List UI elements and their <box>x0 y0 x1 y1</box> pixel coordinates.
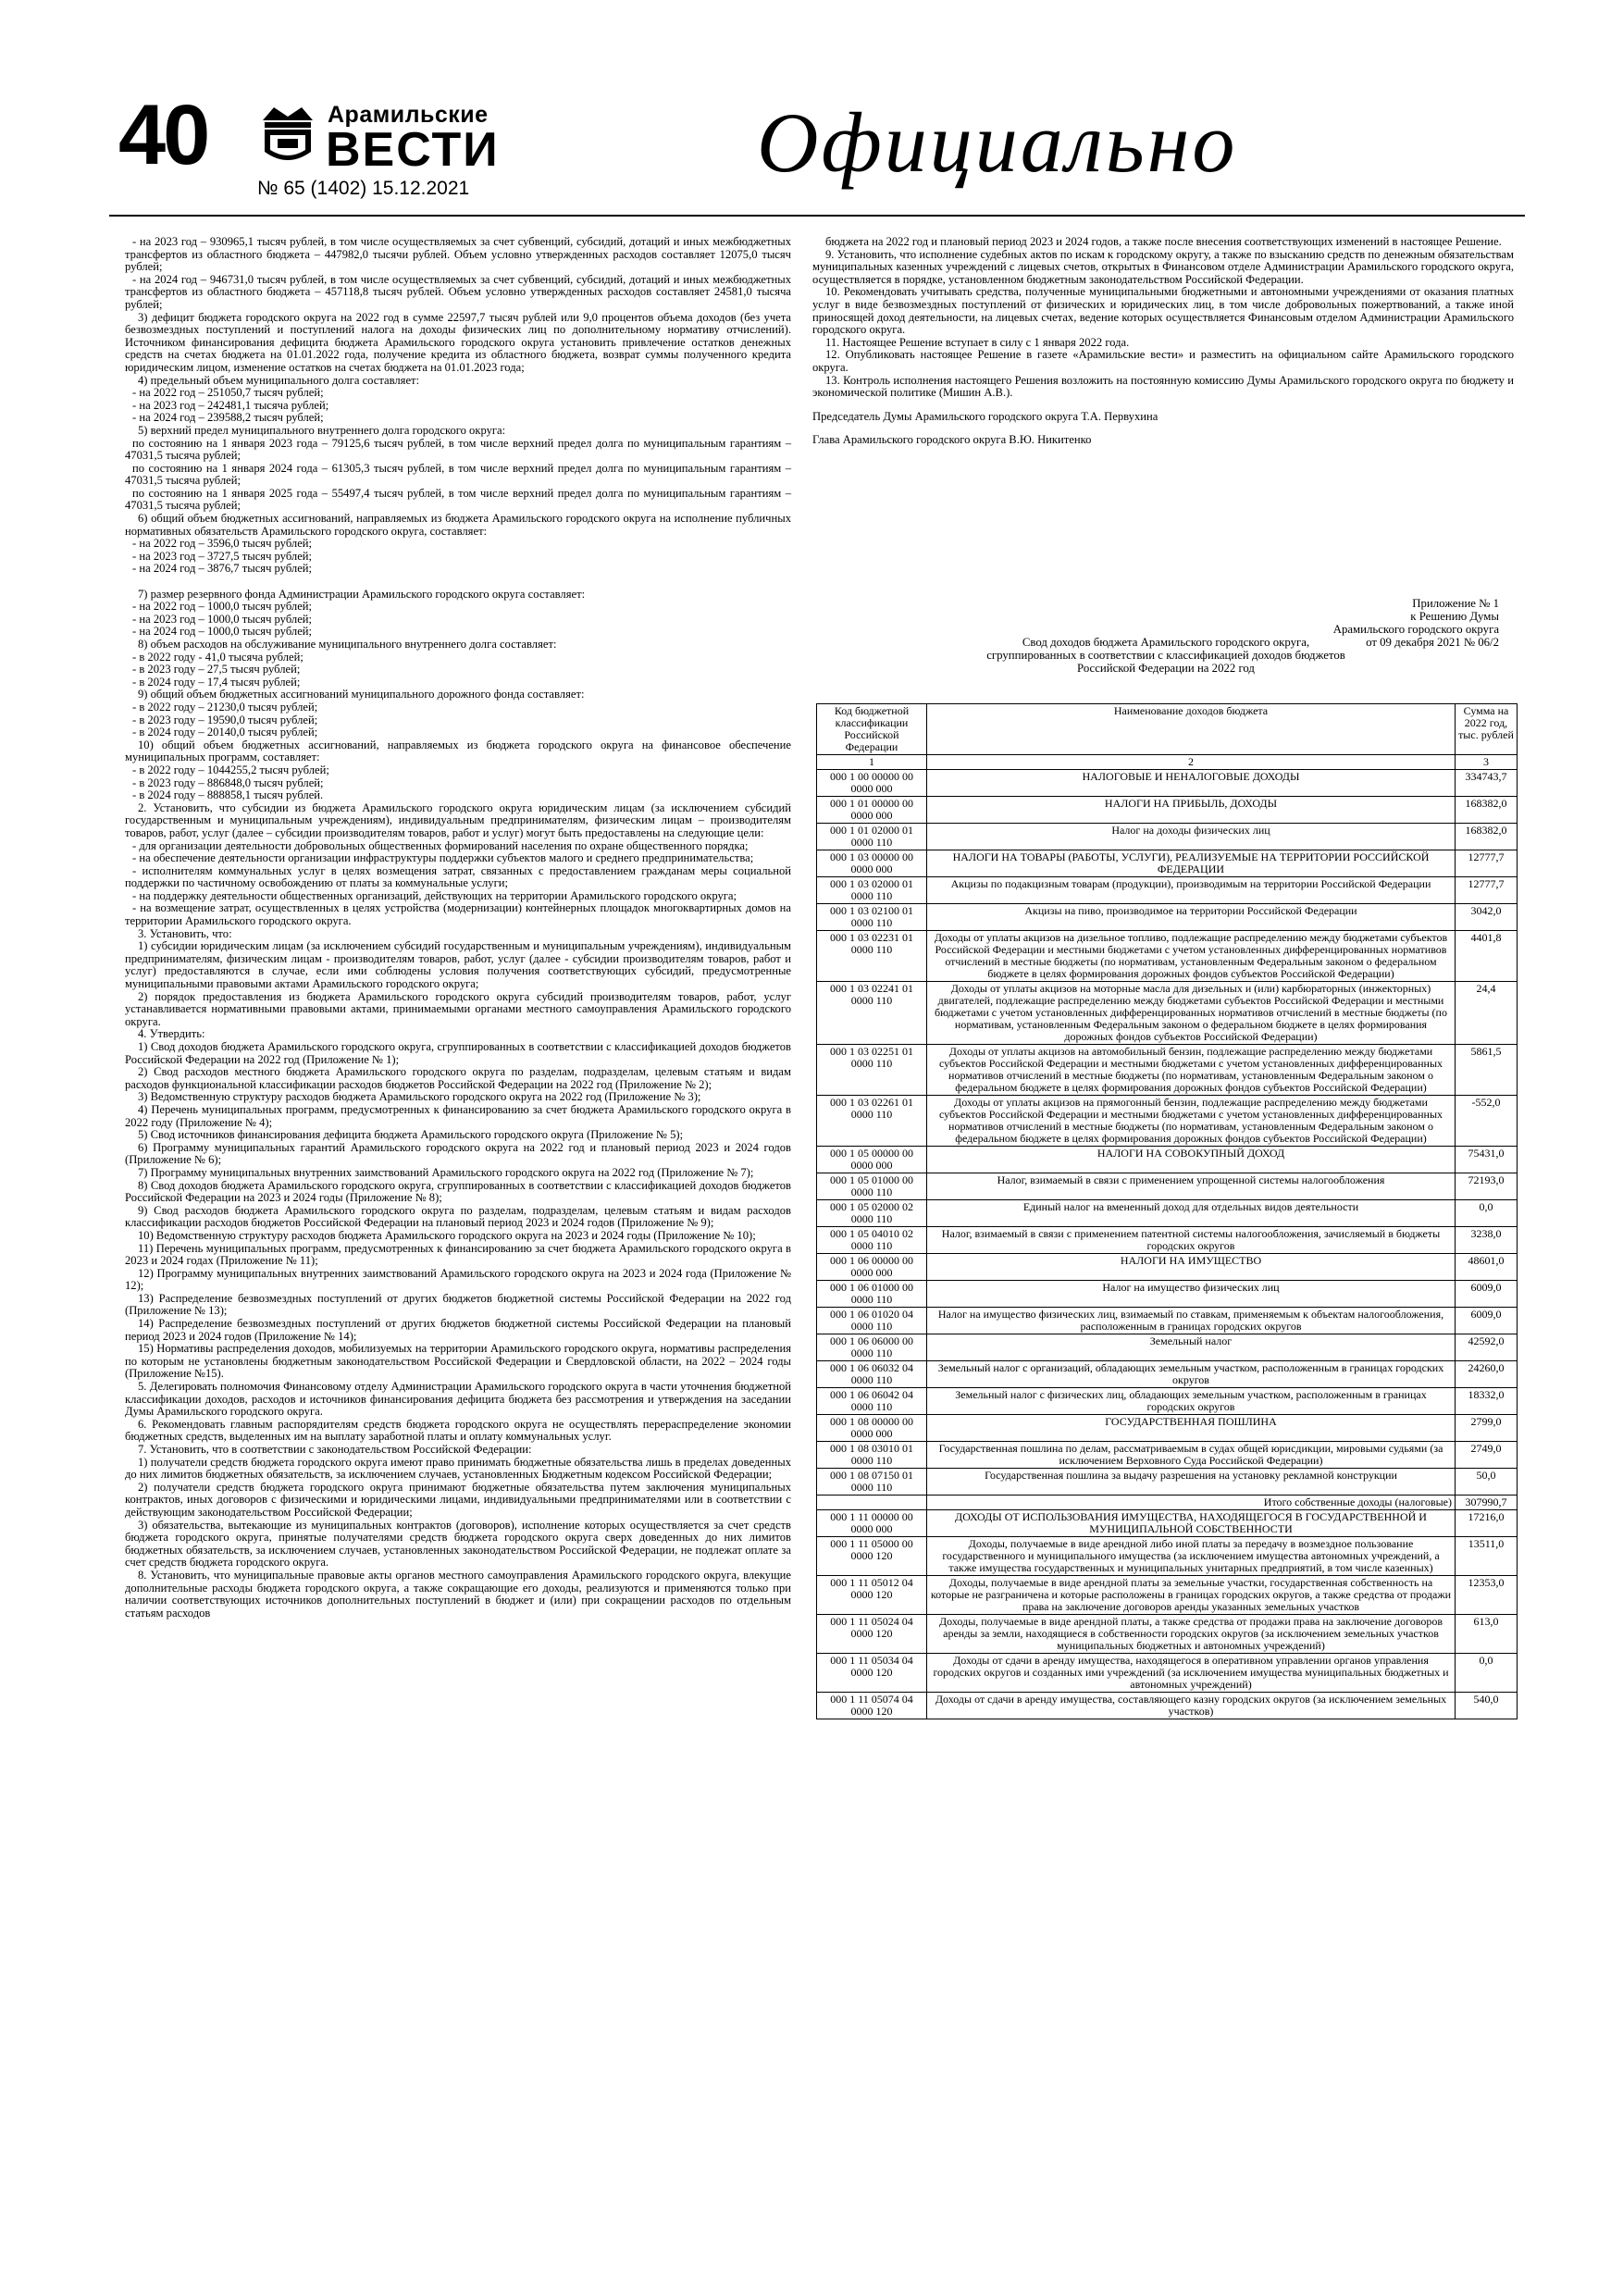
row-amount: 12777,7 <box>1456 850 1518 877</box>
row-code: 000 1 11 00000 00 0000 000 <box>817 1510 927 1537</box>
body-paragraph: - на 2023 год – 1000,0 тысяч рублей; <box>132 612 313 626</box>
row-name: Земельный налог <box>927 1334 1456 1361</box>
appendix-header: Приложение № 1 к Решению Думы Арамильского городского округа от 09 декабря 2021 № 06/2 <box>1332 597 1499 649</box>
row-code: 000 1 00 00000 00 0000 000 <box>817 770 927 797</box>
row-code: 000 1 03 02231 01 0000 110 <box>817 931 927 982</box>
table-row <box>817 1510 1518 1537</box>
row-amount: 18332,0 <box>1456 1388 1518 1415</box>
row-amount: 2749,0 <box>1456 1442 1518 1469</box>
row-code: 000 1 03 02100 01 0000 110 <box>817 904 927 931</box>
row-amount: 540,0 <box>1456 1693 1518 1719</box>
body-paragraph: - на обеспечение деятельности организации инфраструктуры поддержки субъектов малого и среднего предпринимательства; <box>132 851 754 865</box>
body-paragraph: - на 2024 год – 1000,0 тысяч рублей; <box>132 625 313 639</box>
table-body <box>817 770 1518 1719</box>
left-column-text <box>125 236 791 1620</box>
row-name: НАЛОГИ НА СОВОКУПНЫЙ ДОХОД <box>927 1147 1456 1173</box>
body-paragraph: 6) Программу муниципальных гарантий Арамильского городского округа на 2022 год и плановый период 2023 и 2024 годов (Приложение № 6); <box>125 1140 791 1167</box>
table-row <box>817 1147 1518 1173</box>
body-paragraph: 10) общий объем бюджетных ассигнований, направляемых из бюджета городского округа на финансовое обеспечение муниципальных программ, составляет: <box>125 738 791 764</box>
row-name: Доходы от сдачи в аренду имущества, составляющего казну городских округов (за исключением земельных участков) <box>927 1693 1456 1719</box>
table-row <box>817 1254 1518 1281</box>
row-name: Доходы от уплаты акцизов на автомобильный бензин, подлежащие распределению между бюджетами субъектов Российской Федерации и местными бюджетами с учетом установленных дифференцированных нормативов отчислений в местные бюджеты (по нормативам, установленным Федеральным законом о федеральном бюджете в целях формирования дорожных фондов субъектов Российской Федерации) <box>927 1045 1456 1096</box>
row-amount: 48601,0 <box>1456 1254 1518 1281</box>
body-paragraph: 9. Установить, что исполнение судебных актов по искам к городскому округу, а также по взысканию средств по денежным обязательствам муниципальных казенных учреждений с лицевых счетов, открытых в Финансовом отделе Администрации Арамильского городского округа, осуществляется в порядке, установленном бюджетным законодательством Российской Федерации. <box>812 247 1514 286</box>
row-name: Налог на доходы физических лиц <box>927 824 1456 850</box>
table-row <box>817 1469 1518 1496</box>
table-row <box>817 1615 1518 1654</box>
body-paragraph: - на 2024 год – 239588,2 тысяч рублей; <box>132 411 324 425</box>
row-amount: 3042,0 <box>1456 904 1518 931</box>
row-name: НАЛОГИ НА ПРИБЫЛЬ, ДОХОДЫ <box>927 797 1456 824</box>
body-paragraph: 12. Опубликовать настоящее Решение в газете «Арамильские вести» и разместить на официальном сайте Арамильского городского округа. <box>812 348 1514 374</box>
body-paragraph: по состоянию на 1 января 2025 года – 55497,4 тысяч рублей, в том числе верхний предел долга по муниципальным гарантиям – 47031,5 тысяча рублей; <box>125 486 791 513</box>
body-paragraph: 10) Ведомственную структуру расходов бюджета Арамильского городского округа на 2023 и 2024 годы (Приложение № 10); <box>138 1228 756 1242</box>
row-amount: 75431,0 <box>1456 1147 1518 1173</box>
row-amount: 0,0 <box>1456 1200 1518 1227</box>
row-code: 000 1 03 02241 01 0000 110 <box>817 982 927 1045</box>
row-amount: 0,0 <box>1456 1654 1518 1693</box>
row-amount: 334743,7 <box>1456 770 1518 797</box>
body-paragraph: - на 2024 год – 3876,7 тысяч рублей; <box>132 562 313 576</box>
body-paragraph: по состоянию на 1 января 2024 года – 61305,3 тысяч рублей, в том числе верхний предел долга по муниципальным гарантиям – 47031,5 тысяча рублей; <box>125 461 791 488</box>
body-paragraph: 8) объем расходов на обслуживание муниципального внутреннего долга составляет: <box>138 638 557 651</box>
body-paragraph: 2) порядок предоставления из бюджета Арамильского городского округа субсидий производителям товаров, работ, услуг устанавливается нормативными правовыми актами, принимаемыми органами местного самоуправления Арамильского городского округа. <box>125 989 791 1028</box>
body-paragraph: 3) дефицит бюджета городского округа на 2022 год в сумме 22597,7 тысяч рублей или 9,0 процентов объема доходов (без учета безвозмездных поступлений и поступлений налога на доходы физических лиц по дополнительному нормативу отчислений). Источником финансирования дефицита бюджета Арамильского городского округа установить привлечение остатков денежных средств на счетах бюджета на 01.01.2022 года, получение кредита из областного бюджета, возврат суммы полученного кредита юридическим лицом, изменение остатков на счетах бюджета на 01.01.2023 года; <box>125 310 791 374</box>
row-code: 000 1 01 02000 01 0000 110 <box>817 824 927 850</box>
row-code: 000 1 06 00000 00 0000 000 <box>817 1254 927 1281</box>
row-name: Итого собственные доходы (налоговые) <box>927 1496 1456 1510</box>
row-amount: 168382,0 <box>1456 824 1518 850</box>
row-name: Налог на имущество физических лиц <box>927 1281 1456 1308</box>
body-paragraph: - в 2022 году – 21230,0 тысяч рублей; <box>132 700 318 714</box>
page-number: 40 <box>118 88 208 182</box>
row-name: Земельный налог с физических лиц, обладающих земельным участком, расположенным в границах городских округов <box>927 1388 1456 1415</box>
column-number: 2 <box>927 755 1456 770</box>
row-code: 000 1 03 02251 01 0000 110 <box>817 1045 927 1096</box>
row-code: 000 1 03 00000 00 0000 000 <box>817 850 927 877</box>
row-name: НАЛОГИ НА ИМУЩЕСТВО <box>927 1254 1456 1281</box>
column-header-amount: Сумма на 2022 год, тыс. рублей <box>1456 704 1518 755</box>
table-row <box>817 1227 1518 1254</box>
body-paragraph: - на 2023 год – 3727,5 тысяч рублей; <box>132 549 313 563</box>
row-name: Акцизы по подакцизным товарам (продукции), производимым на территории Российской Федерации <box>927 877 1456 904</box>
body-paragraph: 11. Настоящее Решение вступает в силу с 1 января 2022 года. <box>825 335 1130 349</box>
body-paragraph: 4) предельный объем муниципального долга составляет: <box>138 373 420 387</box>
row-amount: 50,0 <box>1456 1469 1518 1496</box>
table-row <box>817 850 1518 877</box>
body-paragraph: - в 2023 году – 886848,0 тысяч рублей; <box>132 776 324 789</box>
body-paragraph: 13) Распределение безвозмездных поступлений от других бюджетов бюджетной системы Российской Федерации на 2022 год (Приложение № 13); <box>125 1291 791 1318</box>
row-amount: 72193,0 <box>1456 1173 1518 1200</box>
table-row <box>817 1654 1518 1693</box>
body-paragraph: 13. Контроль исполнения настоящего Решения возложить на постоянную комиссию Думы Арамильского городского округа по бюджету и экономической политике (Мишин А.В.). <box>812 373 1514 400</box>
row-name: Налог, взимаемый в связи с применением упрощенной системы налогообложения <box>927 1173 1456 1200</box>
table-row <box>817 1442 1518 1469</box>
row-code: 000 1 08 00000 00 0000 000 <box>817 1415 927 1442</box>
row-amount: 17216,0 <box>1456 1510 1518 1537</box>
table-row <box>817 1173 1518 1200</box>
row-amount: 6009,0 <box>1456 1308 1518 1334</box>
table-row <box>817 982 1518 1045</box>
body-paragraph: - на 2023 год – 242481,1 тысяча рублей; <box>132 398 329 412</box>
body-paragraph: - на возмещение затрат, осуществленных в целях устройства (модернизации) контейнерных площадок многоквартирных домов на территории Арамильского городского округа. <box>125 901 791 928</box>
revenue-table <box>816 703 1518 1719</box>
row-code: 000 1 11 05012 04 0000 120 <box>817 1576 927 1615</box>
row-name: Доходы от уплаты акцизов на моторные масла для дизельных и (или) карбюраторных (инжекторных) двигателей, подлежащие распределению между бюджетами субъектов Российской Федерации и местными бюджетами с учетом установленных дифференцированных нормативов отчислений в местные бюджеты (по нормативам, установленным Федеральным законом о федеральном бюджете в целях формирования дорожных фондов субъектов Российской Федерации) <box>927 982 1456 1045</box>
row-code: 000 1 11 05024 04 0000 120 <box>817 1615 927 1654</box>
row-name: Налог на имущество физических лиц, взимаемый по ставкам, применяемым к объектам налогообложения, расположенным в границах городских округов <box>927 1308 1456 1334</box>
body-paragraph: 5) Свод источников финансирования дефицита бюджета Арамильского городского округа (Приложение № 5); <box>138 1128 684 1142</box>
row-code: 000 1 11 05034 04 0000 120 <box>817 1654 927 1693</box>
row-code: 000 1 03 02000 01 0000 110 <box>817 877 927 904</box>
body-paragraph: - на 2022 год – 3596,0 тысяч рублей; <box>132 537 313 551</box>
table-row <box>817 1388 1518 1415</box>
row-name: Доходы от уплаты акцизов на дизельное топливо, подлежащие распределению между бюджетами субъектов Российской Федерации и местными бюджетами с учетом установленных дифференцированных нормативов отчислений в местные бюджеты (по нормативам, установленным Федеральным законом о федеральном бюджете в целях формирования дорожных фондов субъектов Российской Федерации) <box>927 931 1456 982</box>
body-paragraph: 11) Перечень муниципальных программ, предусмотренных к финансированию за счет бюджета Арамильского городского округа в 2023 и 2024 годах (Приложение № 11); <box>125 1241 791 1268</box>
body-paragraph: 7. Установить, что в соответствии с законодательством Российской Федерации: <box>138 1443 532 1456</box>
row-name: Государственная пошлина за выдачу разрешения на установку рекламной конструкции <box>927 1469 1456 1496</box>
table-row <box>817 904 1518 931</box>
row-name: Доходы от уплаты акцизов на прямогонный бензин, подлежащие распределению между бюджетами субъектов Российской Федерации и местными бюджетами с учетом установленных дифференцированных нормативов отчислений в местные бюджеты (по нормативам, установленным Федеральным законом о федеральном бюджете в целях формирования дорожных фондов субъектов Российской Федерации) <box>927 1096 1456 1147</box>
body-paragraph: - на 2024 год – 946731,0 тысяч рублей, в том числе осуществляемых за счет субвенций, субсидий, дотаций и иных межбюджетных трансфертов из областного бюджета – 457118,8 тысяч рублей. Объем условно утвержденных расходов составляет 24581,0 тысяча рублей; <box>125 272 791 311</box>
row-amount: 168382,0 <box>1456 797 1518 824</box>
body-paragraph: 1) получатели средств бюджета городского округа имеют право принимать бюджетные обязательства лишь в пределах доведенных до них лимитов бюджетных обязательств, за исключением случаев, установленных Бюджетным кодексом Российской Федерации; <box>125 1455 791 1482</box>
table-row <box>817 931 1518 982</box>
table-row <box>817 1308 1518 1334</box>
table-row <box>817 1576 1518 1615</box>
row-code: 000 1 06 06000 00 0000 110 <box>817 1334 927 1361</box>
body-paragraph: 3) Ведомственную структуру расходов бюджета Арамильского городского округа на 2022 год (Приложение № 3); <box>138 1090 701 1104</box>
row-name: Государственная пошлина по делам, рассматриваемым в судах общей юрисдикции, мировыми судьями (за исключением Верховного Суда Российской Федерации) <box>927 1442 1456 1469</box>
table-row <box>817 1200 1518 1227</box>
table-row <box>817 1045 1518 1096</box>
table-row <box>817 824 1518 850</box>
section-title: Официально <box>757 95 1238 190</box>
row-amount: 3238,0 <box>1456 1227 1518 1254</box>
row-amount: 12777,7 <box>1456 877 1518 904</box>
row-code: 000 1 06 06042 04 0000 110 <box>817 1388 927 1415</box>
table-title: Свод доходов бюджета Арамильского городского округа, сгруппированных в соответствии с классификацией доходов бюджетов Российской Федерации на 2022 год <box>986 636 1345 675</box>
table-header-row <box>817 704 1518 755</box>
table-row <box>817 1334 1518 1361</box>
body-paragraph: 3) обязательства, вытекающие из муниципальных контрактов (договоров), исполнение которых осуществляется за счет средств бюджета городского округа, принятые получателями средств бюджета городского округа сверх доведенных до них лимитов бюджетных обязательств, за исключением случаев, установленных законодательством Российской Федерации, не подлежат оплате за счет средств бюджета городского округа. <box>125 1518 791 1570</box>
row-amount: 5861,5 <box>1456 1045 1518 1096</box>
body-paragraph: 7) размер резервного фонда Администрации Арамильского городского округа составляет: <box>138 587 586 601</box>
body-paragraph: 8) Свод доходов бюджета Арамильского городского округа, сгруппированных в соответствии с классификацией доходов бюджетов Российской Федерации на 2023 и 2024 годы (Приложение № 8); <box>125 1178 791 1205</box>
right-column-text <box>812 236 1514 447</box>
row-code: 000 1 11 05074 04 0000 120 <box>817 1693 927 1719</box>
body-paragraph: - в 2024 году – 20140,0 тысяч рублей; <box>132 726 318 739</box>
row-name: Доходы, получаемые в виде арендной платы за земельные участки, государственная собственность на которые не разграничена и которые расположены в границах городских округов, а также средства от продажи права на заключение договоров аренды указанных земельных участков <box>927 1576 1456 1615</box>
row-code <box>817 1496 927 1510</box>
body-paragraph: 9) общий объем бюджетных ассигнований муниципального дорожного фонда составляет: <box>138 688 585 701</box>
body-paragraph: - на 2023 год – 930965,1 тысяч рублей, в том числе осуществляемых за счет субвенций, субсидий, дотаций и иных межбюджетных трансфертов из областного бюджета – 447982,0 тысячи рублей. Объем условно утвержденных расходов составляет 12075,0 тысяч рублей; <box>125 235 791 274</box>
table-row <box>817 1693 1518 1719</box>
table-row <box>817 770 1518 797</box>
brand-subtitle: Арамильские <box>328 102 489 128</box>
brand-title: ВЕСТИ <box>326 123 500 177</box>
row-amount: 6009,0 <box>1456 1281 1518 1308</box>
body-paragraph: 2) Свод расходов местного бюджета Арамильского городского округа по разделам, подразделам, целевым статьям и видам расходов функциональной классификации расходов бюджетов Российской Федерации на 2022 год (Приложение № 2); <box>125 1065 791 1091</box>
row-name: Земельный налог с организаций, обладающих земельным участком, расположенным в границах городских округов <box>927 1361 1456 1388</box>
table-row <box>817 797 1518 824</box>
row-name: Единый налог на вмененный доход для отдельных видов деятельности <box>927 1200 1456 1227</box>
body-paragraph: 4) Перечень муниципальных программ, предусмотренных к финансированию за счет бюджета Арамильского городского округа в 2022 году (Приложение № 4); <box>125 1102 791 1129</box>
body-paragraph: - в 2022 году – 1044255,2 тысяч рублей; <box>132 763 329 776</box>
table-row <box>817 1415 1518 1442</box>
row-amount: 12353,0 <box>1456 1576 1518 1615</box>
row-code: 000 1 05 02000 02 0000 110 <box>817 1200 927 1227</box>
row-name: ДОХОДЫ ОТ ИСПОЛЬЗОВАНИЯ ИМУЩЕСТВА, НАХОДЯЩЕГОСЯ В ГОСУДАРСТВЕННОЙ И МУНИЦИПАЛЬНОЙ СОБСТВЕННОСТИ <box>927 1510 1456 1537</box>
issue-info: № 65 (1402) 15.12.2021 <box>257 178 470 199</box>
row-name: Акцизы на пиво, производимое на территории Российской Федерации <box>927 904 1456 931</box>
row-name: Доходы от сдачи в аренду имущества, находящегося в оперативном управлении органов управления городских округов и созданных ими учреждений (за исключением имущества муниципальных бюджетных и автономных учреждений) <box>927 1654 1456 1693</box>
body-paragraph: - в 2022 году - 41,0 тысяча рублей; <box>132 650 304 664</box>
body-paragraph <box>125 576 791 589</box>
column-header-code: Код бюджетной классификации Российской Федерации <box>817 704 927 755</box>
row-amount: -552,0 <box>1456 1096 1518 1147</box>
body-paragraph: 5) верхний предел муниципального внутреннего долга городского округа: <box>138 423 506 437</box>
row-name: Доходы, получаемые в виде арендной платы, а также средства от продажи права на заключение договоров аренды за земли, находящиеся в собственности городских округов (за исключением земельных участков муниципальных бюджетных и автономных учреждений) <box>927 1615 1456 1654</box>
body-paragraph: - на 2022 год – 1000,0 тысяч рублей; <box>132 600 313 614</box>
table-row <box>817 1496 1518 1510</box>
row-name: Налог, взимаемый в связи с применением патентной системы налогообложения, зачисляемый в бюджеты городских округов <box>927 1227 1456 1254</box>
right-column-paragraphs <box>812 236 1514 400</box>
column-number-row <box>817 755 1518 770</box>
signature-chair: Председатель Думы Арамильского городского округа Т.А. Первухина <box>812 409 1158 423</box>
table-row <box>817 1361 1518 1388</box>
body-paragraph: 1) Свод доходов бюджета Арамильского городского округа, сгруппированных в соответствии с классификацией доходов бюджетов Российской Федерации на 2022 год (Приложение № 1); <box>125 1040 791 1066</box>
row-name: НАЛОГИ НА ТОВАРЫ (РАБОТЫ, УСЛУГИ), РЕАЛИЗУЕМЫЕ НА ТЕРРИТОРИИ РОССИЙСКОЙ ФЕДЕРАЦИИ <box>927 850 1456 877</box>
row-name: Доходы, получаемые в виде арендной либо иной платы за передачу в возмездное пользование государственного и муниципального имущества (за исключением имущества автономных учреждений, а также имущества государственных и муниципальных унитарных предприятий, в том числе казенных) <box>927 1537 1456 1576</box>
row-code: 000 1 06 06032 04 0000 110 <box>817 1361 927 1388</box>
body-paragraph: - в 2023 году – 19590,0 тысяч рублей; <box>132 713 318 726</box>
body-paragraph: - на поддержку деятельности общественных организаций, действующих на территории Арамильского городского округа; <box>132 888 737 902</box>
table-row <box>817 877 1518 904</box>
row-name: ГОСУДАРСТВЕННАЯ ПОШЛИНА <box>927 1415 1456 1442</box>
row-code: 000 1 05 01000 00 0000 110 <box>817 1173 927 1200</box>
body-paragraph: 3. Установить, что: <box>138 926 232 940</box>
row-amount: 613,0 <box>1456 1615 1518 1654</box>
body-paragraph: - для организации деятельности добровольных общественных формирований населения по охране общественного порядка; <box>132 838 749 852</box>
row-name: НАЛОГОВЫЕ И НЕНАЛОГОВЫЕ ДОХОДЫ <box>927 770 1456 797</box>
signature-head: Глава Арамильского городского округа В.Ю. Никитенко <box>812 433 1092 447</box>
body-paragraph: 4. Утвердить: <box>138 1027 205 1041</box>
body-paragraph: 15) Нормативы распределения доходов, мобилизуемых на территории Арамильского городского округа, нормативы распределения по которым не установлены бюджетным законодательством Российской Федерации и Свердловской области, на 2022 – 2024 годы (Приложение №15). <box>125 1342 791 1381</box>
body-paragraph: 7) Программу муниципальных внутренних заимствований Арамильского городского округа на 2022 год (Приложение № 7); <box>138 1165 754 1179</box>
body-paragraph: 2. Установить, что субсидии из бюджета Арамильского городского округа юридическим лицам (за исключением субсидий государственным и муниципальным учреждениям), индивидуальным предпринимателям, физическим лицам – производителям товаров, работ, услуг (далее – субсидии производителям товаров, работ и услуг) могут быть предоставлены на следующие цели: <box>125 800 791 839</box>
row-code: 000 1 05 04010 02 0000 110 <box>817 1227 927 1254</box>
row-code: 000 1 08 07150 01 0000 110 <box>817 1469 927 1496</box>
table-row <box>817 1537 1518 1576</box>
row-amount: 24260,0 <box>1456 1361 1518 1388</box>
column-number: 1 <box>817 755 927 770</box>
row-code: 000 1 05 00000 00 0000 000 <box>817 1147 927 1173</box>
body-paragraph: 2) получатели средств бюджета городского округа принимают бюджетные обязательства путем заключения муниципальных контрактов, иных договоров с физическими и юридическими лицами, индивидуальными предпринимателями или в соответствии с действующим законодательством Российской Федерации; <box>125 1480 791 1519</box>
column-number: 3 <box>1456 755 1518 770</box>
body-paragraph: - в 2023 году – 27,5 тысяч рублей; <box>132 663 301 676</box>
column-header-name: Наименование доходов бюджета <box>927 704 1456 755</box>
row-code: 000 1 11 05000 00 0000 120 <box>817 1537 927 1576</box>
body-paragraph: 10. Рекомендовать учитывать средства, полученные муниципальными бюджетными и автономными учреждениями от оказания платных услуг в виде безвозмездных поступлений от физических и юридических лиц, в том числе добровольных пожертвований, а также иной приносящей доход деятельности, на лицевых счетах, ведение которых осуществляется Финансовым отделом Администрации Арамильского городского округа. <box>812 285 1514 337</box>
body-paragraph: 5. Делегировать полномочия Финансовому отделу Администрации Арамильского городского округа в части уточнения бюджетной классификации доходов, расходов и источников финансирования дефицита бюджета без рассмотрения и утверждения на заседании Думы Арамильского городского округа. <box>125 1380 791 1419</box>
row-amount: 42592,0 <box>1456 1334 1518 1361</box>
row-code: 000 1 08 03010 01 0000 110 <box>817 1442 927 1469</box>
row-code: 000 1 01 00000 00 0000 000 <box>817 797 927 824</box>
row-code: 000 1 06 01000 00 0000 110 <box>817 1281 927 1308</box>
row-code: 000 1 06 01020 04 0000 110 <box>817 1308 927 1334</box>
row-amount: 2799,0 <box>1456 1415 1518 1442</box>
body-paragraph: 1) субсидии юридическим лицам (за исключением субсидий государственным и муниципальным учреждениям), индивидуальным предпринимателям, физическим лицам - производителям товаров, работ, услуг (далее - субсидии производителям товаров, работ и услуг) предоставляются в случае, если ими соблюдены условия получения соответствующих субсидий, предусмотренные муниципальными правовыми актами Арамильского городского округа; <box>125 939 791 991</box>
body-paragraph: 8. Установить, что муниципальные правовые акты органов местного самоуправления Арамильского городского округа, влекущие дополнительные расходы бюджета городского округа, а также сокращающие его доходы, реализуются и применяются только при наличии соответствующих источников дополнительных поступлений в бюджет и (или) при сокращении расходов по отдельным статьям расходов <box>125 1568 791 1620</box>
row-amount: 307990,7 <box>1456 1496 1518 1510</box>
row-amount: 13511,0 <box>1456 1537 1518 1576</box>
table-row <box>817 1096 1518 1147</box>
body-paragraph: 6. Рекомендовать главным распорядителям средств бюджета городского округа не осуществлять перераспределение экономии бюджетных средств, выделенных им на выплату заработной платы и оплату коммунальных услуг. <box>125 1417 791 1444</box>
body-paragraph: - в 2024 году – 17,4 тысяч рублей; <box>132 675 301 689</box>
masthead <box>109 88 1525 199</box>
header-divider <box>109 215 1525 217</box>
row-code: 000 1 03 02261 01 0000 110 <box>817 1096 927 1147</box>
row-amount: 4401,8 <box>1456 931 1518 982</box>
row-amount: 24,4 <box>1456 982 1518 1045</box>
body-paragraph: 6) общий объем бюджетных ассигнований, направляемых из бюджета Арамильского городского округа на исполнение публичных нормативных обязательств Арамильского городского округа, составляет: <box>125 512 791 538</box>
body-paragraph: 14) Распределение безвозмездных поступлений от других бюджетов бюджетной системы Российской Федерации на плановый период 2023 и 2024 годов (Приложение № 14); <box>125 1317 791 1343</box>
body-paragraph: по состоянию на 1 января 2023 года – 79125,6 тысяч рублей, в том числе верхний предел долга по муниципальным гарантиям – 47031,5 тысяча рублей; <box>125 436 791 463</box>
town-crest-icon <box>255 104 320 168</box>
body-paragraph: 12) Программу муниципальных внутренних заимствований Арамильского городского округа на 2023 и 2024 года (Приложение № 12); <box>125 1266 791 1293</box>
body-paragraph: - в 2024 году – 888858,1 тысяч рублей. <box>132 788 324 802</box>
table-row <box>817 1281 1518 1308</box>
body-paragraph: 9) Свод расходов бюджета Арамильского городского округа по разделам, подразделам, целевым статьям и видам расходов классификации расходов бюджетов Российской Федерации на плановый период 2023 и 2024 годов (Приложение № 9); <box>125 1203 791 1230</box>
body-paragraph: бюджета на 2022 год и плановый период 2023 и 2024 годов, а также после внесения соответствующих изменений в настоящее Решение. <box>825 235 1502 248</box>
body-paragraph: - исполнителям коммунальных услуг в целях возмещения затрат, связанных с предоставлением гражданам меры социальной поддержки по частичному освобождению от платы за коммунальные услуги; <box>125 863 791 890</box>
body-paragraph: - на 2022 год – 251050,7 тысяч рублей; <box>132 386 324 400</box>
